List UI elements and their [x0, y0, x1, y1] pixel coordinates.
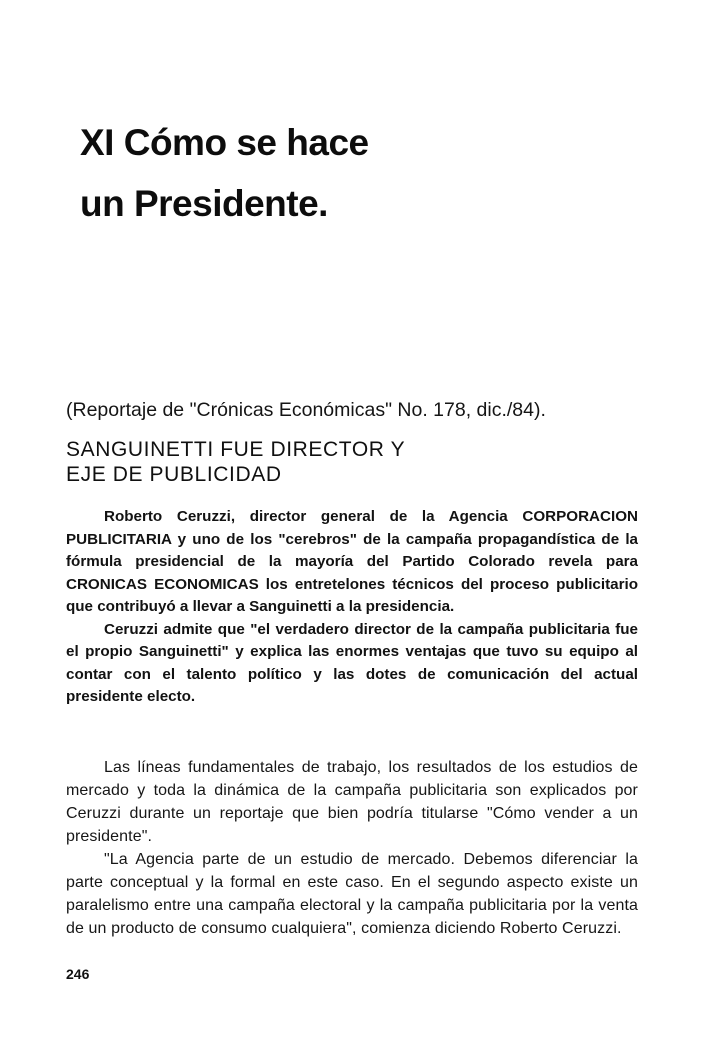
body-paragraph: Las líneas fundamentales de trabajo, los resultados de los estudios de mercado y toda la dinámica de la campaña publicitaria son explicados por Ceruzzi durante un reportaje que bien podría titularse "Cómo vender a un presidente". [66, 759, 638, 845]
chapter-title-line-2: un Presidente. [80, 183, 328, 224]
lead-paragraph: Roberto Ceruzzi, director general de la Agencia CORPORACION PUBLICITARIA y uno de los "cerebros" de la campaña propagandística de la fórmula presidencial de la mayoría del Partido Colorado revela para CRONICAS ECONOMICAS los entretelones técnicos del proceso publicitario que contribuyó a llevar a Sanguinetti a la presidencia. [66, 508, 638, 615]
chapter-title [80, 112, 369, 234]
section-heading-line-2: EJE DE PUBLICIDAD [66, 463, 282, 486]
body-section [66, 756, 638, 940]
body-paragraph: "La Agencia parte de un estudio de mercado. Debemos diferenciar la parte conceptual y la formal en este caso. En el segundo aspecto existe un paralelismo entre una campaña electoral y la campaña publicitaria por la venta de un producto de consumo cualquiera", comienza diciendo Roberto Ceruzzi. [66, 851, 638, 937]
page-number: 246 [66, 966, 90, 982]
lead-section [66, 506, 638, 709]
source-citation: (Reportaje de "Crónicas Económicas" No. 178, dic./84). [66, 399, 546, 421]
lead-paragraph: Ceruzzi admite que "el verdadero director de la campaña publicitaria fue el propio Sanguinetti" y explica las enormes ventajas que tuvo su equipo al contar con el talento político y las dotes de comunicación del actual presidente electo. [66, 620, 638, 705]
section-heading-line-1: SANGUINETTI FUE DIRECTOR Y [66, 438, 406, 461]
chapter-title-line-1: XI Cómo se hace [80, 122, 369, 163]
section-heading [66, 437, 405, 487]
